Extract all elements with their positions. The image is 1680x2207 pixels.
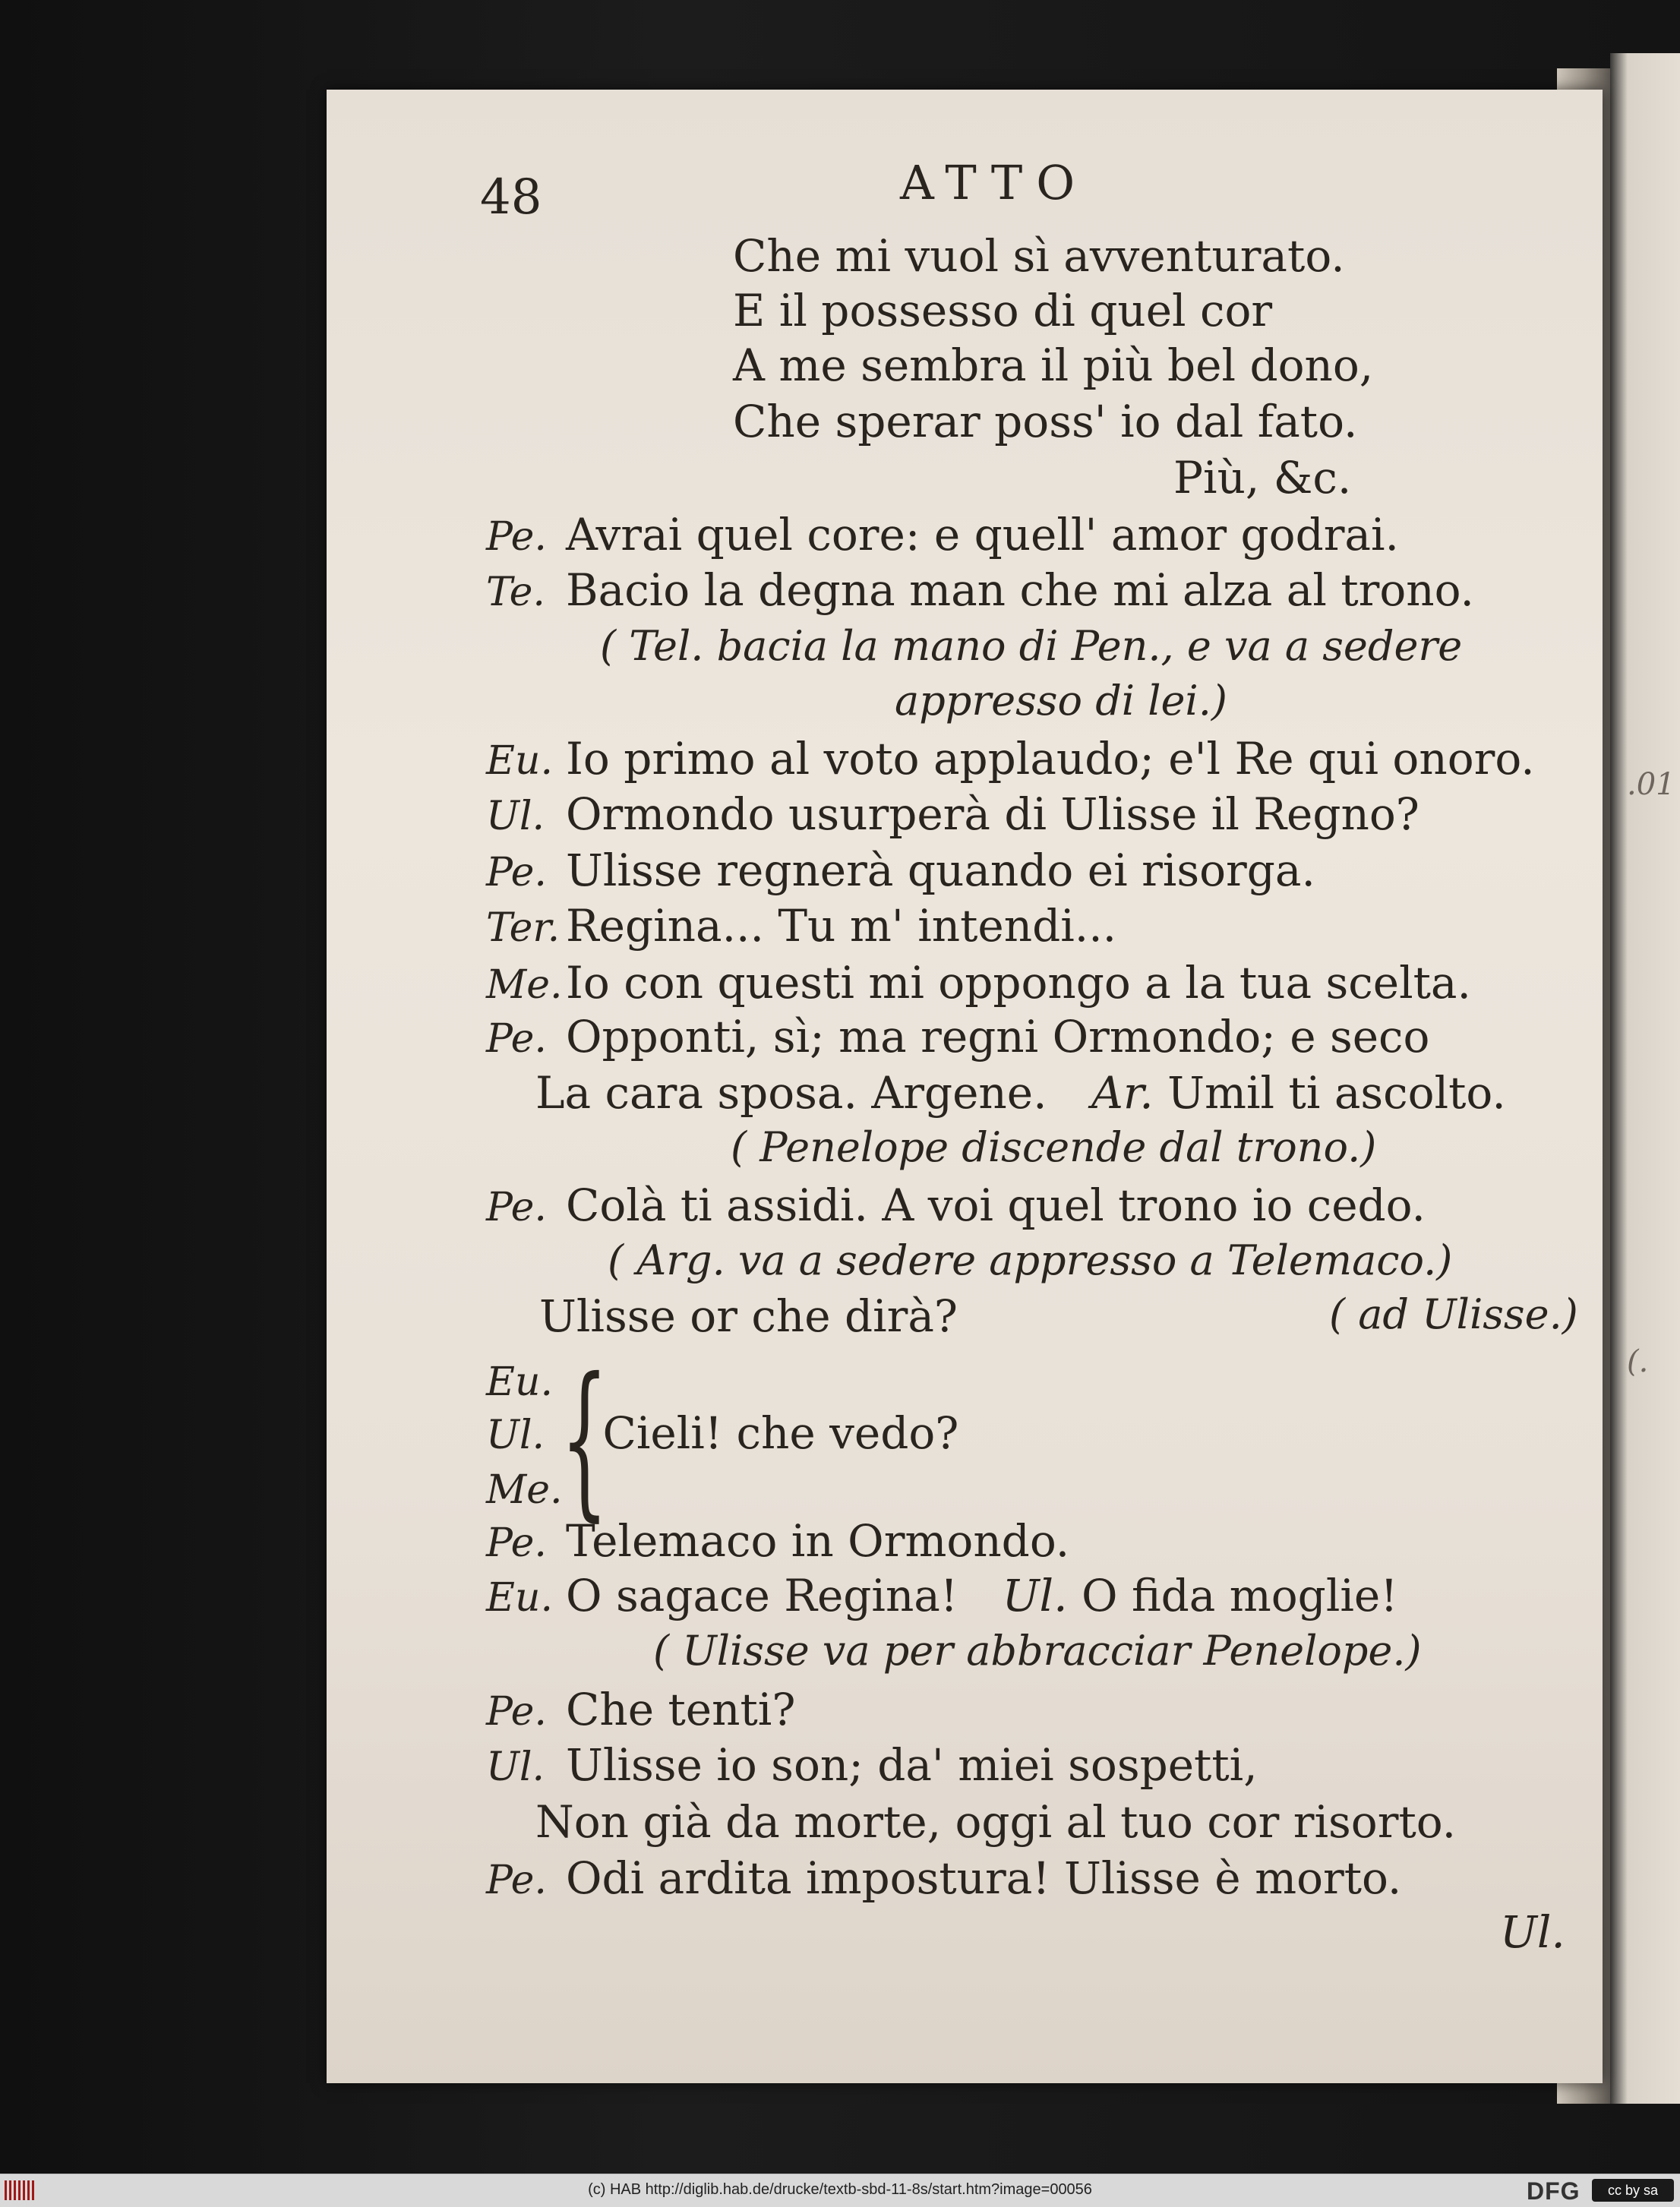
line-text: Ulisse io son; da' miei sospetti, [566, 1739, 1258, 1791]
line-text: Opponti, sì; ma regni Ormondo; e seco [566, 1011, 1430, 1062]
dialogue-line [486, 1515, 1070, 1567]
speaker-label: Me. [486, 962, 563, 1008]
speaker-label: Me. [486, 1467, 563, 1513]
source-credit: (c) HAB http://diglib.hab.de/drucke/textb-sbd-11-8s/start.htm?image=00056 [588, 2181, 1092, 2198]
speaker-label: Eu. [486, 1575, 553, 1621]
speaker-label: Eu. [486, 1359, 553, 1405]
text-line: Non già da morte, oggi al tuo cor risorto. [535, 1796, 1457, 1848]
speaker-label: Pe. [486, 1689, 547, 1735]
speaker-label: Ul. [486, 1413, 545, 1458]
dialogue-line [486, 1739, 1258, 1791]
facing-page-bleed-text: .01 [1627, 767, 1675, 802]
dialogue-line [486, 1570, 1398, 1621]
line-text: Ulisse regnerà quando ei risorga. [566, 845, 1315, 896]
stage-direction: ( Penelope discende dal trono.) [731, 1123, 1377, 1171]
speaker-label: Pe. [486, 514, 547, 560]
brace-glyph: { [561, 1342, 608, 1536]
page-header: ATTO [900, 155, 1089, 210]
dfg-logo: DFG [1527, 2177, 1581, 2205]
line-text: Odi ardita impostura! Ulisse è morto. [566, 1852, 1402, 1904]
line-text: Io con questi mi oppongo a la tua scelta. [566, 957, 1471, 1009]
stage-direction: appresso di lei.) [895, 677, 1227, 725]
stage-direction: ( Arg. va a sedere appresso a Telemaco.) [608, 1236, 1453, 1284]
line-text: Colà ti assidi. A voi quel trono io cedo. [566, 1179, 1426, 1231]
speaker-label: Eu. [486, 738, 553, 784]
text-line: Ulisse or che dirà? [539, 1290, 958, 1342]
dialogue-line [486, 845, 1315, 896]
speaker-label: Ar. [1091, 1067, 1154, 1119]
catchword: Ul. [1500, 1906, 1565, 1958]
dialogue-line [486, 788, 1419, 840]
dialogue-line [486, 509, 1399, 560]
speaker-label: Ter. [486, 905, 561, 951]
dialogue-line [486, 1684, 796, 1735]
text-line: E il possesso di quel cor [733, 285, 1273, 336]
stage-direction: ( Ulisse va per abbracciar Penelope.) [653, 1627, 1422, 1675]
dialogue-line [486, 564, 1474, 616]
line-text: Umil ti ascolto. [1167, 1067, 1506, 1119]
dialogue-line [486, 1852, 1402, 1904]
dialogue-line [535, 1067, 1506, 1119]
dialogue-line [486, 957, 1471, 1009]
dialogue-line [486, 1407, 959, 1459]
dialogue-line [486, 1011, 1430, 1062]
line-text: Avrai quel core: e quell' amor godrai. [566, 509, 1399, 560]
dialogue-line [486, 733, 1535, 785]
text-line: Più, &c. [1173, 452, 1352, 504]
dialogue-line [486, 1179, 1426, 1231]
text-line: A me sembra il più bel dono, [733, 339, 1374, 391]
line-text: Io primo al voto applaudo; e'l Re qui onoro. [566, 733, 1535, 785]
speaker-label: Pe. [486, 1858, 547, 1903]
facing-page-bleed-text: (. [1627, 1344, 1649, 1379]
stage-direction: ( ad Ulisse.) [1329, 1290, 1578, 1338]
facing-page-edge [1610, 53, 1680, 2104]
stage-direction: ( Tel. bacia la mano di Pen., e va a sedere [600, 622, 1463, 670]
cc-license-icon: cc by sa [1592, 2179, 1674, 2202]
speaker-label: Ul. [486, 1744, 545, 1790]
line-text: La cara sposa. Argene. [535, 1067, 1047, 1119]
line-text: Che tenti? [566, 1684, 796, 1735]
speaker-label: Pe. [486, 850, 547, 895]
text-line: Che sperar poss' io dal fato. [733, 396, 1358, 447]
speaker-label: Pe. [486, 1185, 547, 1230]
line-text: Ormondo usurperà di Ulisse il Regno? [566, 788, 1419, 840]
speaker-label: Te. [486, 570, 545, 615]
line-text: Regina... Tu m' intendi... [566, 900, 1117, 952]
speaker-label: Pe. [486, 1016, 547, 1062]
speaker-label: Ul. [486, 794, 545, 839]
line-text: Cieli! che vedo? [602, 1407, 959, 1459]
line-text: O sagace Regina! [566, 1570, 958, 1621]
page-number: 48 [480, 169, 542, 226]
speaker-label: Ul. [1002, 1570, 1068, 1621]
line-text: Telemaco in Ormondo. [566, 1515, 1070, 1567]
dialogue-line [486, 900, 1117, 952]
line-text: O fida moglie! [1081, 1570, 1398, 1621]
speaker-label: Pe. [486, 1520, 547, 1566]
line-text: Bacio la degna man che mi alza al trono. [566, 564, 1474, 616]
text-line: Che mi vuol sì avventurato. [733, 230, 1345, 282]
viewer-footer-bar [0, 2174, 1680, 2207]
